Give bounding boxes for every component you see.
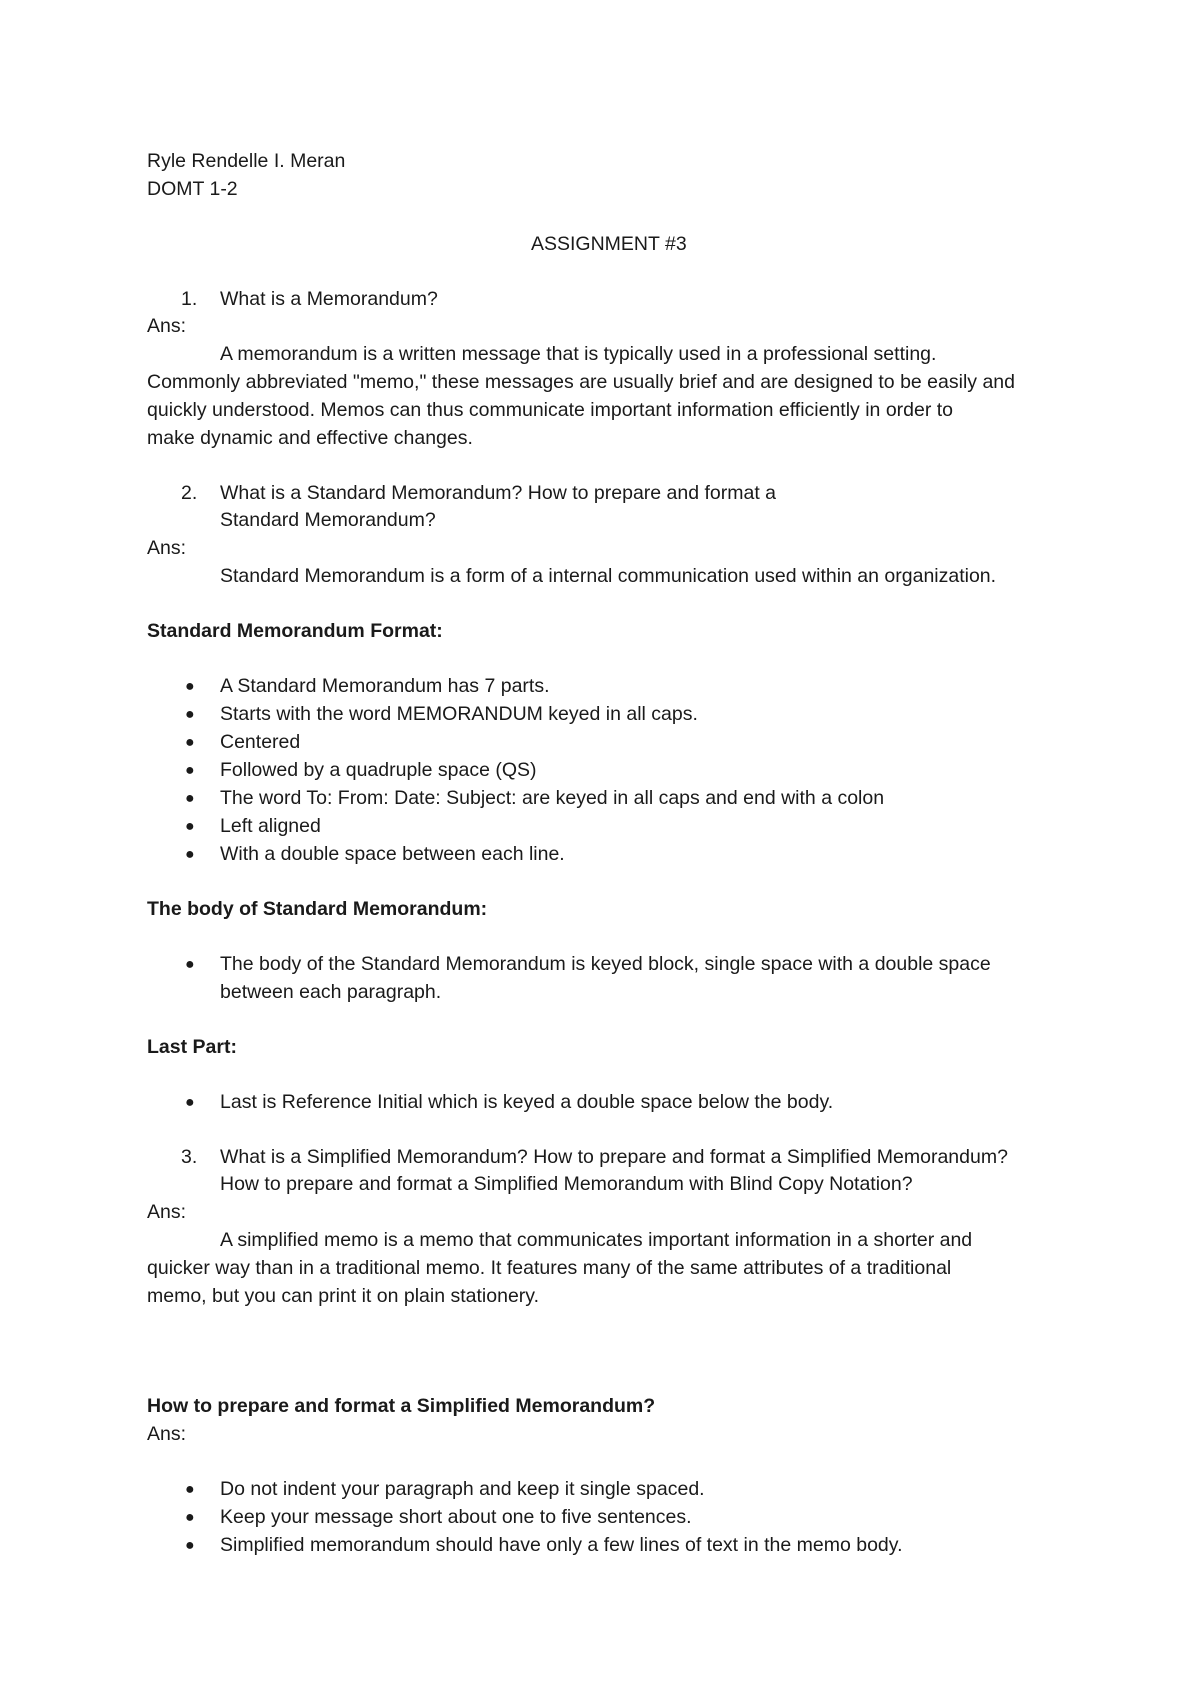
bullet-icon: ●	[185, 1094, 195, 1111]
q3-question-line: How to prepare and format a Simplified Memorandum with Blind Copy Notation?	[220, 1173, 913, 1195]
q3-answer-line: A simplified memo is a memo that communicates important information in a shorter and	[220, 1229, 973, 1251]
q2-question-line: Standard Memorandum?	[220, 509, 436, 531]
last-part-bullet: Last is Reference Initial which is keyed a double space below the body.	[220, 1091, 834, 1113]
q1-answer-line: quickly understood. Memos can thus communicate important information efficiently in order to	[147, 399, 954, 421]
bullet-icon: ●	[185, 956, 195, 973]
bullet-icon: ●	[185, 818, 195, 835]
q1-answer-line: A memorandum is a written message that is typically used in a professional setting.	[220, 343, 937, 365]
bullet-icon: ●	[185, 706, 195, 723]
q1-answer-line: make dynamic and effective changes.	[147, 427, 473, 449]
q1-answer-line: Commonly abbreviated "memo," these messages are usually brief and are designed to be easily and	[147, 371, 1015, 393]
q2-answer: Standard Memorandum is a form of a internal communication used within an organization.	[220, 565, 997, 587]
simplified-bullet: Keep your message short about one to five sentences.	[220, 1506, 692, 1528]
last-part-heading: Last Part:	[147, 1036, 237, 1058]
q1-number: 1.	[181, 288, 198, 310]
q1-ans-label: Ans:	[147, 315, 187, 337]
bullet-icon: ●	[185, 1509, 195, 1526]
q1-question: What is a Memorandum?	[220, 288, 438, 310]
body-bullet-line: The body of the Standard Memorandum is keyed block, single space with a double space	[220, 953, 991, 975]
format-heading: Standard Memorandum Format:	[147, 620, 443, 642]
simplified-ans-label: Ans:	[147, 1423, 187, 1445]
student-name: Ryle Rendelle I. Meran	[147, 150, 346, 172]
simplified-bullet: Simplified memorandum should have only a few lines of text in the memo body.	[220, 1534, 903, 1556]
format-bullet: Centered	[220, 731, 301, 753]
assignment-title: ASSIGNMENT #3	[531, 233, 687, 255]
bullet-icon: ●	[185, 1481, 195, 1498]
q3-answer-line: quicker way than in a traditional memo. It features many of the same attributes of a traditional	[147, 1257, 952, 1279]
bullet-icon: ●	[185, 846, 195, 863]
bullet-icon: ●	[185, 790, 195, 807]
q2-question-line: What is a Standard Memorandum? How to prepare and format a	[220, 482, 777, 504]
format-bullet: Followed by a quadruple space (QS)	[220, 759, 537, 781]
q3-answer-line: memo, but you can print it on plain stationery.	[147, 1285, 540, 1307]
q2-number: 2.	[181, 482, 198, 504]
bullet-icon: ●	[185, 678, 195, 695]
format-bullet: Left aligned	[220, 815, 321, 837]
format-bullet: A Standard Memorandum has 7 parts.	[220, 675, 550, 697]
format-bullet: The word To: From: Date: Subject: are keyed in all caps and end with a colon	[220, 787, 885, 809]
q2-ans-label: Ans:	[147, 537, 187, 559]
format-bullet: Starts with the word MEMORANDUM keyed in all caps.	[220, 703, 698, 725]
simplified-bullet: Do not indent your paragraph and keep it single spaced.	[220, 1478, 705, 1500]
bullet-icon: ●	[185, 1537, 195, 1554]
body-bullet-line: between each paragraph.	[220, 981, 442, 1003]
bullet-icon: ●	[185, 762, 195, 779]
simplified-heading: How to prepare and format a Simplified Memorandum?	[147, 1395, 656, 1417]
q3-ans-label: Ans:	[147, 1201, 187, 1223]
q3-question-line: What is a Simplified Memorandum? How to prepare and format a Simplified Memorandum?	[220, 1146, 1008, 1168]
q3-number: 3.	[181, 1146, 198, 1168]
student-section: DOMT 1-2	[147, 178, 238, 200]
format-bullet: With a double space between each line.	[220, 843, 565, 865]
body-heading: The body of Standard Memorandum:	[147, 898, 488, 920]
bullet-icon: ●	[185, 734, 195, 751]
